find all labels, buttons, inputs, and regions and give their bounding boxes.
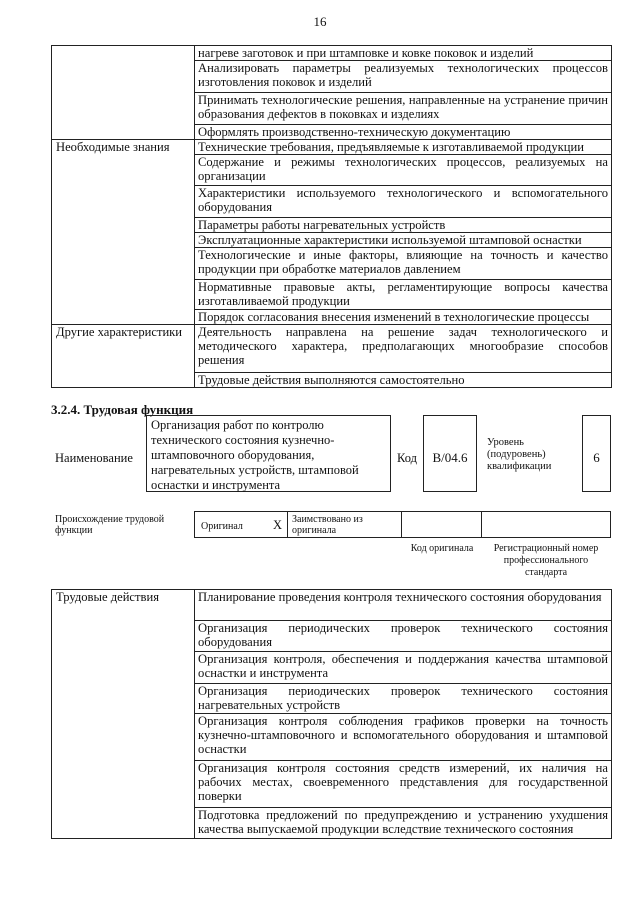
knowledge-item: Технические требования, предъявляемые к изготавливаемой продукции (195, 140, 612, 155)
section-heading: 3.2.4. Трудовая функция (51, 402, 194, 417)
characteristic-item: Деятельность направлена на решение задач технологического и методического характера, предполагающих многообразие способов решения (195, 325, 612, 373)
skill-item: нагреве заготовок и при штамповке и ковке поковок и изделий (195, 46, 612, 61)
origin-label: Происхождение трудовой функции (55, 514, 165, 536)
knowledge-item: Характеристики используемого технологического и вспомогательного оборудования (195, 186, 612, 218)
origin-code-cell (401, 511, 482, 538)
reg-number-caption: Регистрационный номер профессионального стандарта (493, 543, 599, 578)
code-value: B/04.6 (432, 450, 468, 465)
original-label: Оригинал (201, 521, 243, 532)
name-label: Наименование (55, 451, 133, 465)
action-item: Организация контроля соблюдения графиков проверки на точность кузнечно-штамповочного и вспомогательного оборудования и штамповой оснастки (195, 714, 612, 761)
origin-code-caption: Код оригинала (410, 543, 474, 554)
borrowed-cell (287, 511, 402, 538)
characteristic-item: Трудовые действия выполняются самостоятельно (195, 373, 612, 388)
knowledge-item: Эксплуатационные характеристики используемой штамповой оснастки (195, 233, 612, 248)
action-item: Организация периодических проверок технического состояния оборудования (195, 621, 612, 652)
action-item: Организация контроля, обеспечения и поддержания качества штамповой оснастки и инструмента (195, 652, 612, 684)
knowledge-item: Нормативные правовые акты, регламентирующие вопросы качества изготавливаемой продукции (195, 280, 612, 310)
skill-item: Анализировать параметры реализуемых технологических процессов изготовления поковок и изделий (195, 61, 612, 93)
action-item: Организация контроля состояния средств измерений, их наличия на рабочих местах, своевременного представления для государственной поверки (195, 761, 612, 808)
borrowed-label: Заимствовано из оригинала (292, 514, 363, 536)
code-value-box (423, 415, 477, 492)
action-item: Планирование проведения контроля технического состояния оборудования (195, 590, 612, 621)
level-value-box (582, 415, 611, 492)
action-item: Организация периодических проверок технического состояния нагревательных устройств (195, 684, 612, 714)
knowledge-item: Порядок согласования внесения изменений в технологические процессы (195, 310, 612, 325)
labor-actions-table (51, 589, 612, 839)
knowledge-item: Технологические и иные факторы, влияющие на точность и качество продукции при обработке материалов давлением (195, 248, 612, 280)
knowledge-item: Содержание и режимы технологических процессов, реализуемых на организации (195, 155, 612, 186)
knowledge-item: Параметры работы нагревательных устройств (195, 218, 612, 233)
code-label: Код (397, 451, 417, 465)
page-number: 16 (313, 14, 327, 29)
skill-item: Принимать технологические решения, направленные на устранение причин образования дефектов в поковках и изделиях (195, 93, 612, 125)
row-label-continued (52, 46, 195, 140)
skill-item: Оформлять производственно-техническую документацию (195, 125, 612, 140)
row-label-required-knowledge: Необходимые знания (52, 140, 195, 325)
level-label: Уровень (подуровень) квалификации (487, 437, 552, 472)
reg-number-cell (481, 511, 611, 538)
action-item: Подготовка предложений по предупреждению и устранению ухудшения качества выпускаемой продукции вследствие технического состояния (195, 808, 612, 839)
original-cell (194, 511, 288, 538)
level-value: 6 (593, 450, 600, 465)
original-mark: X (273, 518, 283, 532)
function-name-box (146, 415, 391, 492)
row-label-labor-actions: Трудовые действия (52, 590, 195, 839)
row-label-other-characteristics: Другие характеристики (52, 325, 195, 388)
skills-knowledge-table (51, 45, 612, 388)
function-name-value: Организация работ по контролю технического состояния кузнечно-штамповочного оборудования, нагревательных устройств, штамповой оснастки и инструмента (151, 418, 359, 492)
